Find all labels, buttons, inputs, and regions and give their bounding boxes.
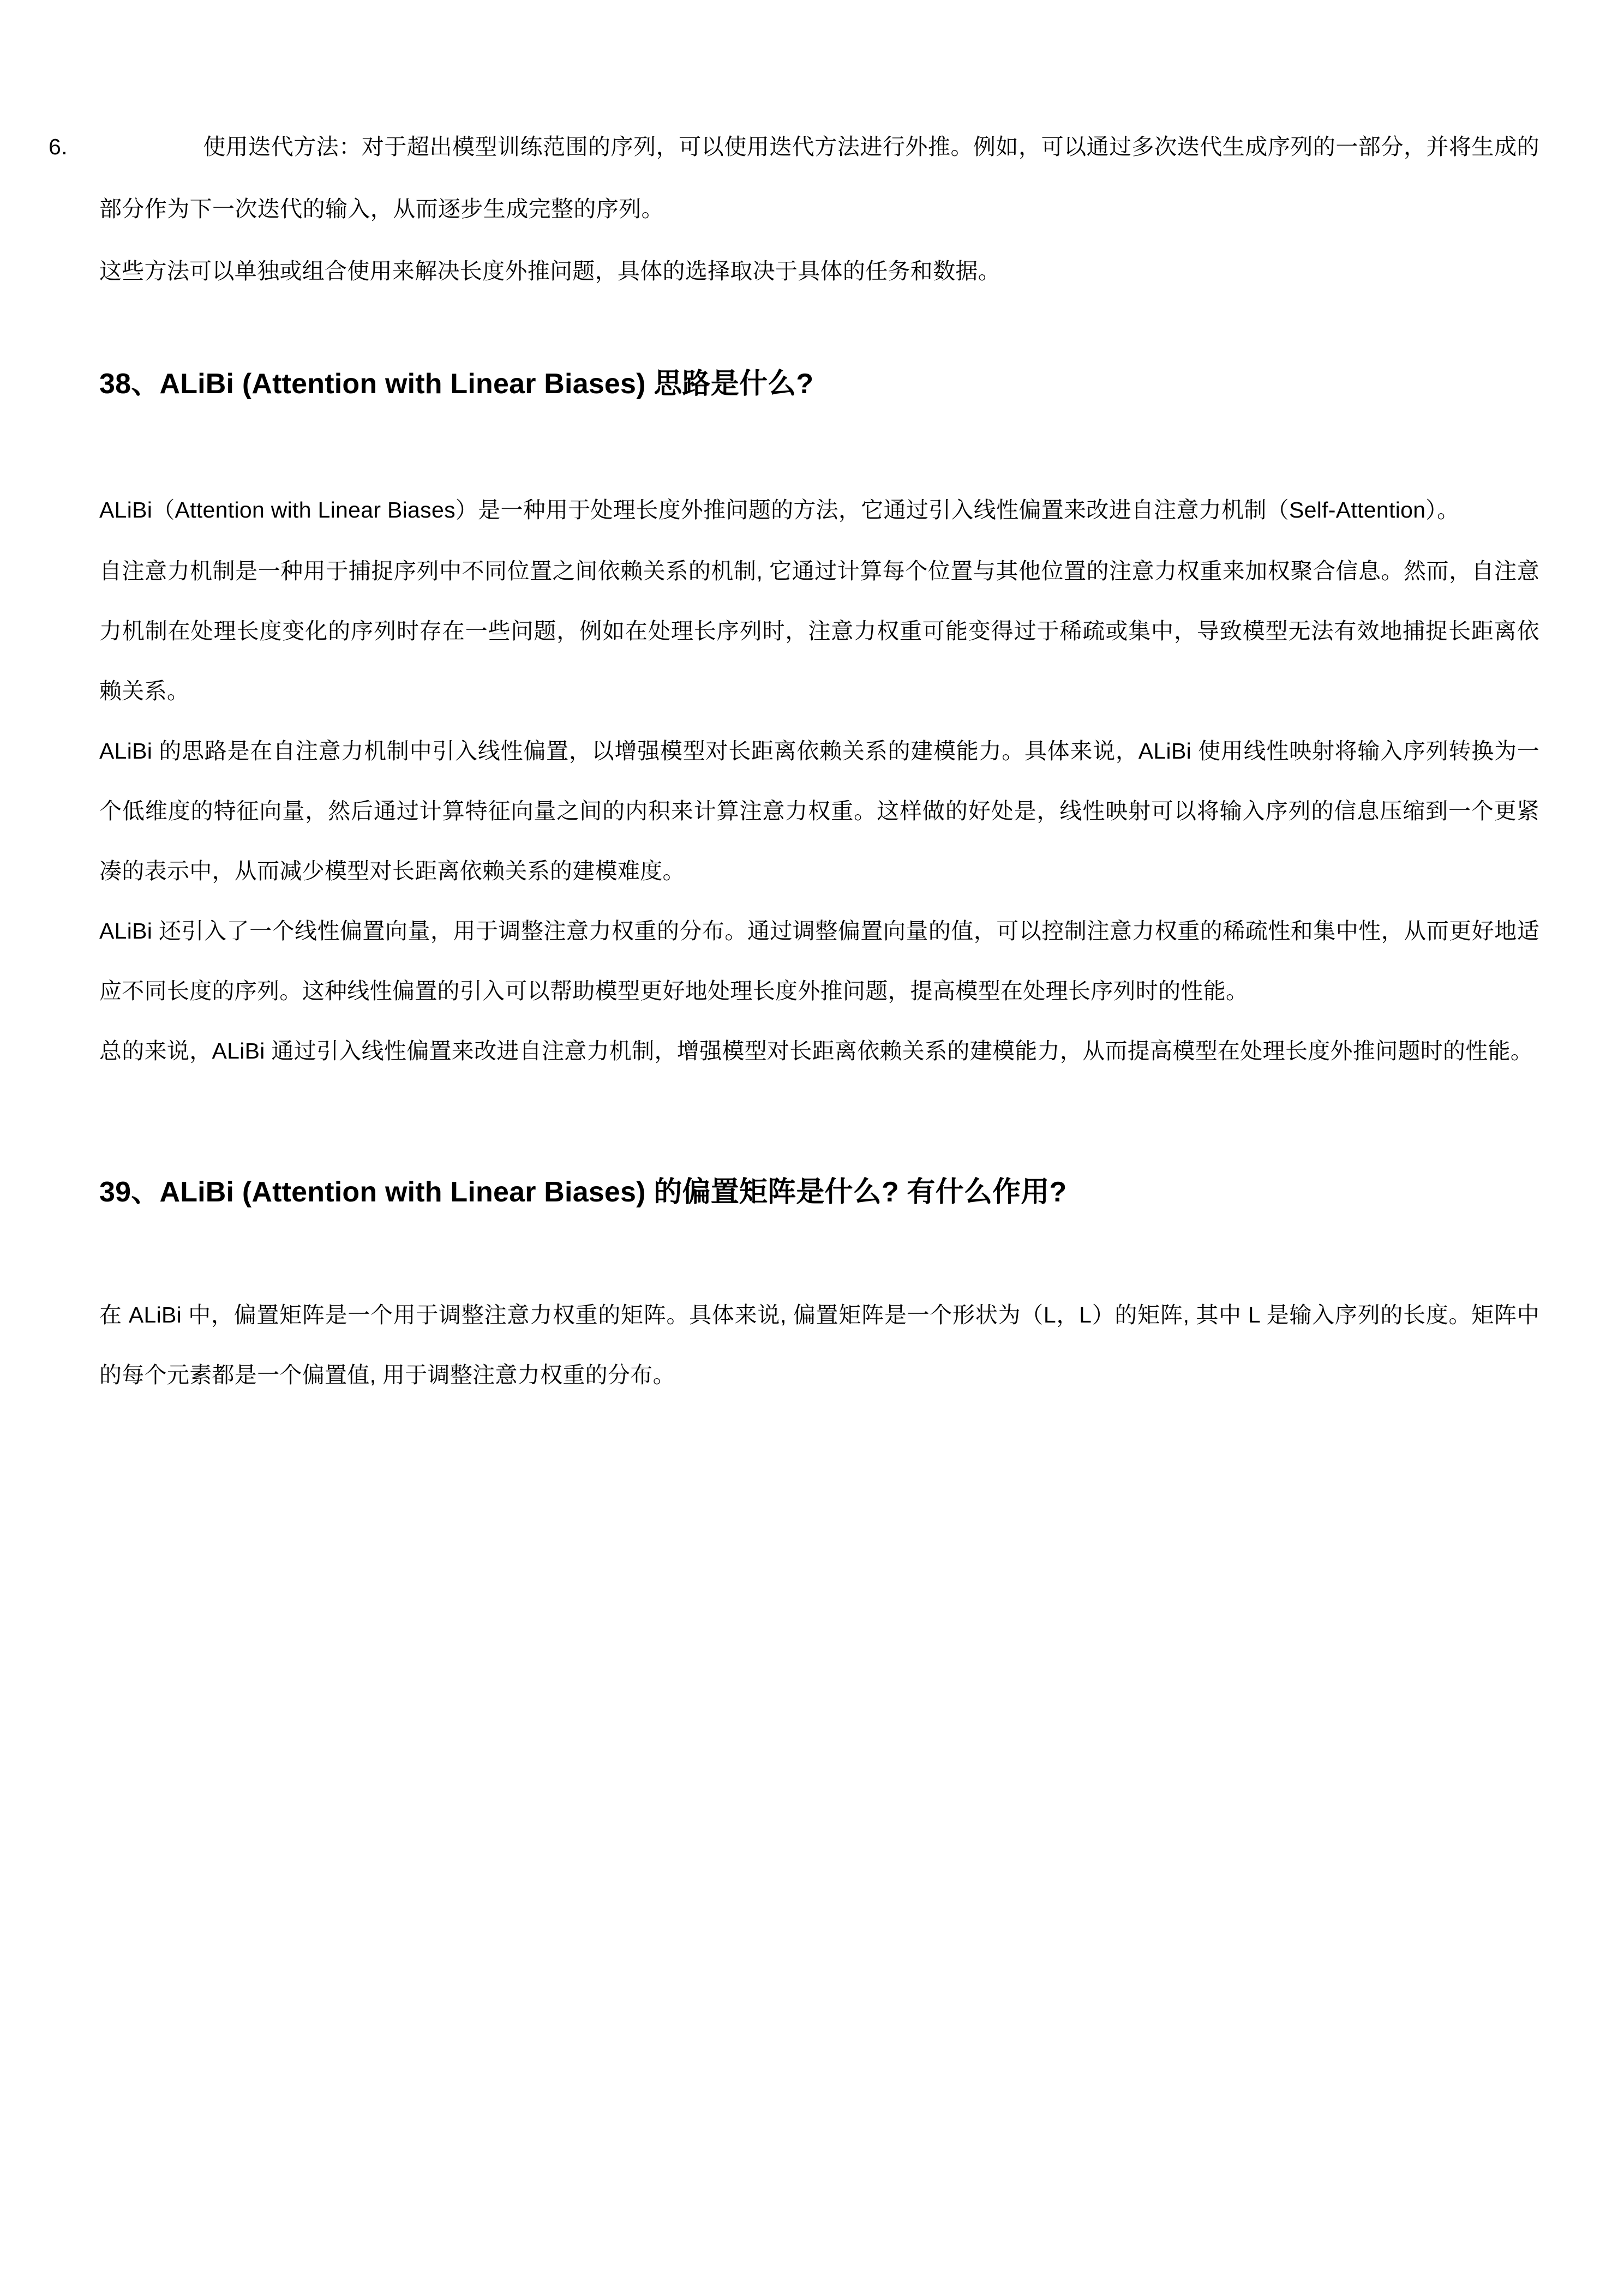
section-39-paragraph-1: 在 ALiBi 中，偏置矩阵是一个用于调整注意力权重的矩阵。具体来说, 偏置矩阵是一个形状为（L，L）的矩阵, 其中 L 是输入序列的长度。矩阵中的每个元素都是一个偏置值, 用于调整注意力权重的分布。 — [99, 1302, 1539, 1387]
list-item-text — [99, 116, 1539, 240]
paragraph-summary: 这些方法可以单独或组合使用来解决长度外推问题，具体的选择取决于具体的任务和数据。 — [99, 259, 1000, 284]
section-38-paragraph-1: ALiBi（Attention with Linear Biases）是一种用于处理长度外推问题的方法，它通过引入线性偏置来改进自注意力机制（Self-Attention）。 — [99, 497, 1460, 522]
section-38-paragraph-3: ALiBi 的思路是在自注意力机制中引入线性偏置，以增强模型对长距离依赖关系的建模能力。具体来说，ALiBi 使用线性映射将输入序列转换为一个低维度的特征向量，然后通过计算特征向量之间的内积来计算注意力权重。这样做的好处是，线性映射可以将输入序列的信息压缩到一个更紧凑的表示中，从而减少模型对长距离依赖关系的建模难度。 — [99, 738, 1539, 883]
section-38-paragraph-4: ALiBi 还引入了一个线性偏置向量，用于调整注意力权重的分布。通过调整偏置向量的值，可以控制注意力权重的稀疏性和集中性，从而更好地适应不同长度的序列。这种线性偏置的引入可以帮助模型更好地处理长度外推问题，提高模型在处理长序列时的性能。 — [99, 918, 1539, 1003]
section-38-paragraph-1-wrap — [99, 479, 1539, 541]
section-38-paragraph-5: 总的来说，ALiBi 通过引入线性偏置来改进自注意力机制，增强模型对长距离依赖关系的建模能力，从而提高模型在处理长度外推问题时的性能。 — [99, 1038, 1533, 1063]
list-item-body-text: 使用迭代方法：对于超出模型训练范围的序列，可以使用迭代方法进行外推。例如，可以通过多次迭代生成序列的一部分，并将生成的部分作为下一次迭代的输入，从而逐步生成完整的序列。 — [99, 134, 1539, 221]
section-39-heading-wrap — [99, 1171, 1539, 1213]
numbered-list-item-6 — [49, 116, 1539, 240]
section-39-heading: 39、ALiBi (Attention with Linear Biases) 的偏置矩阵是什么? 有什么作用? — [99, 1176, 1067, 1208]
section-38-paragraph-4-wrap — [99, 901, 1539, 1021]
page-content — [49, 0, 1539, 1405]
section-38-heading-wrap — [99, 363, 1539, 405]
section-38-paragraph-5-wrap — [99, 1021, 1539, 1081]
list-item-marker: 6. — [49, 134, 68, 159]
section-38-heading: 38、ALiBi (Attention with Linear Biases) 思路是什么? — [99, 368, 814, 400]
section-38-paragraph-3-wrap — [99, 721, 1539, 901]
section-39-paragraph-1-wrap — [99, 1285, 1539, 1405]
section-38-paragraph-2: 自注意力机制是一种用于捕捉序列中不同位置之间依赖关系的机制, 它通过计算每个位置与其他位置的注意力权重来加权聚合信息。然而，自注意力机制在处理长度变化的序列时存在一些问题，例如在处理长序列时，注意力权重可能变得过于稀疏或集中，导致模型无法有效地捕捉长距离依赖关系。 — [99, 558, 1539, 704]
section-38-paragraph-2-wrap — [99, 541, 1539, 721]
